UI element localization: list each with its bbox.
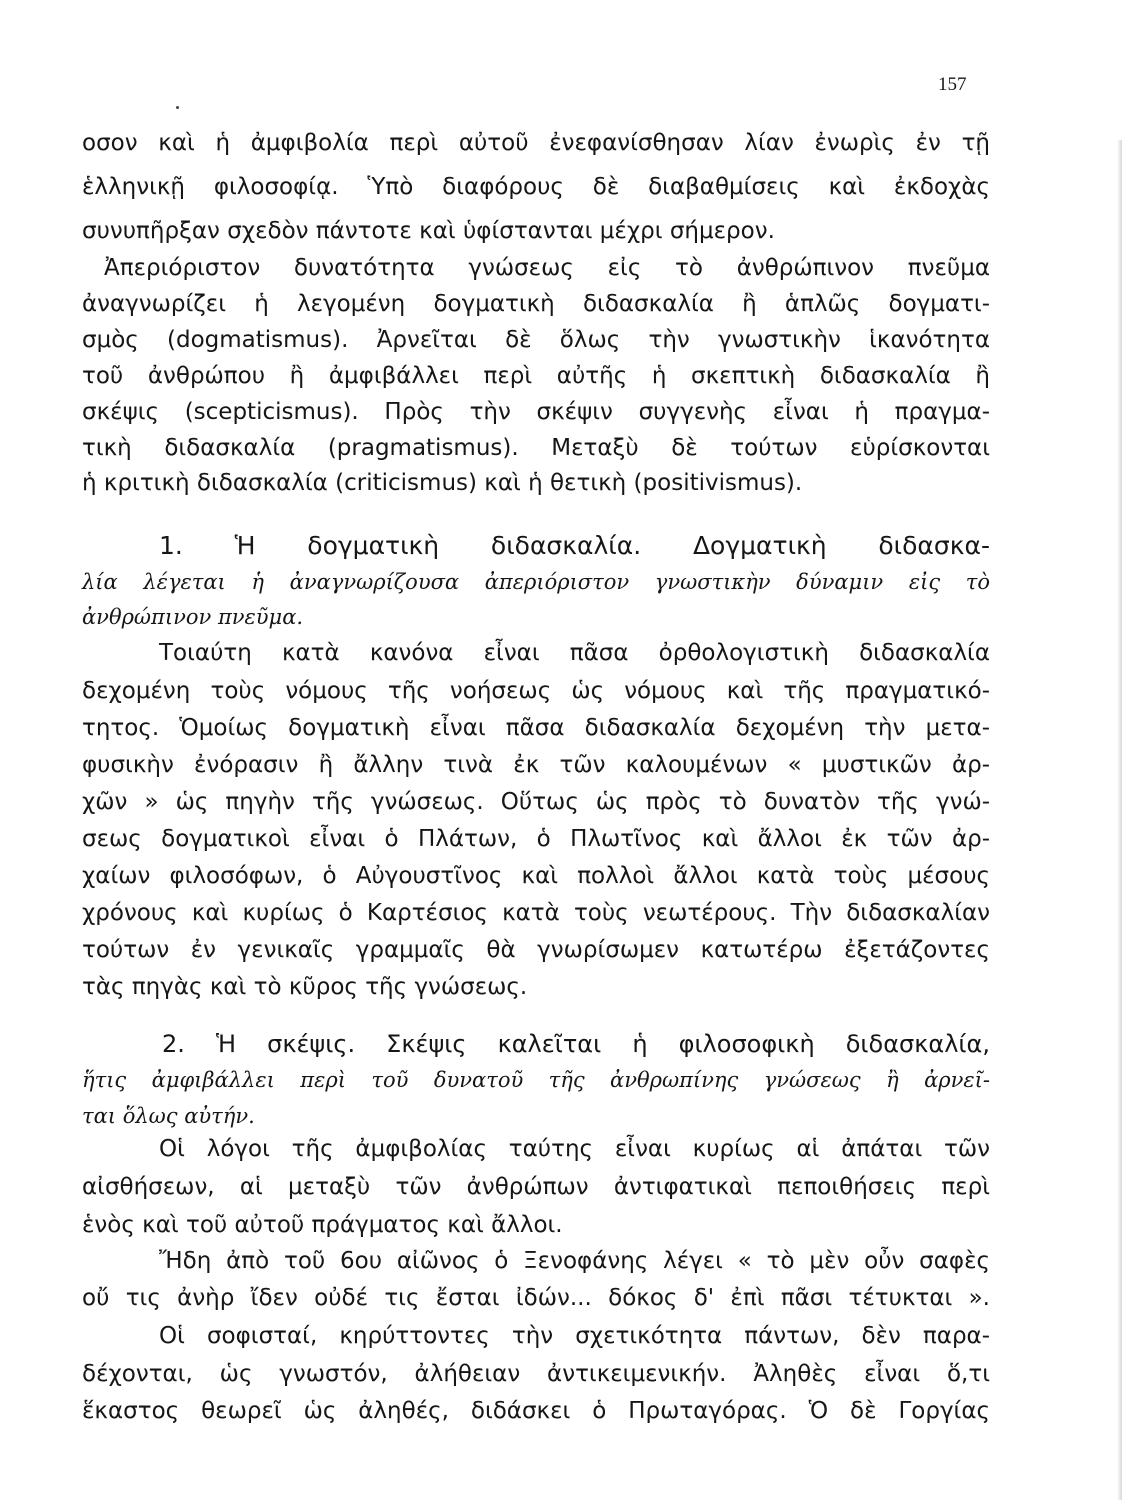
text-line: σκέψις (scepticismus). Πρὸς τὴν σκέψιν συγγενὴς εἶναι ἡ πραγμα- <box>82 399 990 425</box>
text-line: Ἤδη ἀπὸ τοῦ 6ου αἰῶνος ὁ Ξενοφάνης λέγει « τὸ μὲν οὖν σαφὲς <box>159 1248 990 1274</box>
page-number: 157 <box>938 74 967 95</box>
text-line: Τοιαύτη κατὰ κανόνα εἶναι πᾶσα ὀρθολογιστικὴ διδασκαλία <box>159 640 990 666</box>
text-line: τητος. Ὁμοίως δογματικὴ εἶναι πᾶσα διδασκαλία δεχομένη τὴν μετα- <box>82 715 990 741</box>
definition-line: ἀνθρώπινον πνεῦμα. <box>82 605 304 629</box>
text-line: συνυπῆρξαν σχεδὸν πάντοτε καὶ ὑφίστανται μέχρι σήμερον. <box>82 218 775 244</box>
text-line: τικὴ διδασκαλία (pragmatismus). Μεταξὺ δὲ τούτων εὑρίσκονται <box>82 435 990 461</box>
text-line: ἕκαστος θεωρεῖ ὡς ἀληθές, διδάσκει ὁ Πρωταγόρας. Ὁ δὲ Γοργίας <box>82 1398 990 1424</box>
text-line: οσον καὶ ἡ ἀμφιβολία περὶ αὐτοῦ ἐνεφανίσθησαν λίαν ἐνωρὶς ἐν τῇ <box>82 130 990 156</box>
text-line: Ἀπεριόριστον δυνατότητα γνώσεως εἰς τὸ ἀνθρώπινον πνεῦμα <box>104 255 990 281</box>
text-line: σμὸς (dogmatismus). Ἀρνεῖται δὲ ὅλως τὴν γνωστικὴν ἱκανότητα <box>82 327 990 353</box>
text-line: αἰσθήσεων, αἱ μεταξὺ τῶν ἀνθρώπων ἀντιφατικαὶ πεποιθήσεις περὶ <box>82 1174 990 1200</box>
text-line: Οἱ σοφισταί, κηρύττοντες τὴν σχετικότητα πάντων, δὲν παρα- <box>159 1323 990 1349</box>
text-line: χῶν » ὡς πηγὴν τῆς γνώσεως. Οὕτως ὡς πρὸς τὸ δυνατὸν τῆς γνώ- <box>82 789 990 815</box>
text-line: τὰς πηγὰς καὶ τὸ κῦρος τῆς γνώσεως. <box>82 974 528 1000</box>
text-line: τούτων ἐν γενικαῖς γραμμαῖς θὰ γνωρίσωμεν κατωτέρω ἐξετάζοντες <box>82 937 990 963</box>
text-line: χαίων φιλοσόφων, ὁ Αὐγουστῖνος καὶ πολλοὶ ἄλλοι κατὰ τοὺς μέσους <box>82 863 990 889</box>
text-line: φυσικὴν ἐνόρασιν ἢ ἄλλην τινὰ ἐκ τῶν καλουμένων « μυστικῶν ἀρ- <box>82 752 990 778</box>
text-line: χρόνους καὶ κυρίως ὁ Καρτέσιος κατὰ τοὺς νεωτέρους. Τὴν διδασκαλίαν <box>82 900 990 926</box>
text-line: τοῦ ἀνθρώπου ἢ ἀμφιβάλλει περὶ αὐτῆς ἡ σκεπτικὴ διδασκαλία ἢ <box>82 363 990 389</box>
text-line: οὔ τις ἀνὴρ ἴδεν οὐδέ τις ἔσται ἰδών... δόκος δ' ἐπὶ πᾶσι τέτυκται ». <box>82 1285 990 1311</box>
section-heading: 2. Ἡ σκέψις. Σκέψις καλεῖται ἡ φιλοσοφικὴ διδασκαλία, <box>162 1030 990 1058</box>
text-line: ἑλληνικῇ φιλοσοφίᾳ. Ὑπὸ διαφόρους δὲ διαβαθμίσεις καὶ ἐκδοχὰς <box>82 174 990 200</box>
text-line: Οἱ λόγοι τῆς ἀμφιβολίας ταύτης εἶναι κυρίως αἱ ἀπάται τῶν <box>159 1136 990 1162</box>
section-heading: 1. Ἡ δογματικὴ διδασκαλία. Δογματικὴ διδασκα- <box>159 531 990 560</box>
text-line: ἑνὸς καὶ τοῦ αὐτοῦ πράγματος καὶ ἄλλοι. <box>82 1212 563 1238</box>
text-line: δεχομένη τοὺς νόμους τῆς νοήσεως ὡς νόμους καὶ τῆς πραγματικό- <box>82 678 990 704</box>
page-edge-shadow <box>1117 140 1122 1500</box>
print-speck <box>176 106 179 109</box>
text-line: σεως δογματικοὶ εἶναι ὁ Πλάτων, ὁ Πλωτῖνος καὶ ἄλλοι ἐκ τῶν ἀρ- <box>82 826 990 852</box>
definition-line: λία λέγεται ἡ ἀναγνωρίζουσα ἀπεριόριστον γνωστικὴν δύναμιν εἰς τὸ <box>82 570 990 594</box>
definition-line: ται ὅλως αὐτήν. <box>82 1104 255 1128</box>
text-line: δέχονται, ὡς γνωστόν, ἀλήθειαν ἀντικειμενικήν. Ἀληθὲς εἶναι ὅ,τι <box>82 1361 990 1387</box>
definition-line: ἥτις ἀμφιβάλλει περὶ τοῦ δυνατοῦ τῆς ἀνθρωπίνης γνώσεως ἢ ἀρνεῖ- <box>82 1068 990 1092</box>
text-line: ἡ κριτικὴ διδασκαλία (criticismus) καὶ ἡ θετικὴ (positivismus). <box>82 470 803 496</box>
text-line: ἀναγνωρίζει ἡ λεγομένη δογματικὴ διδασκαλία ἢ ἁπλῶς δογματι- <box>82 291 990 317</box>
